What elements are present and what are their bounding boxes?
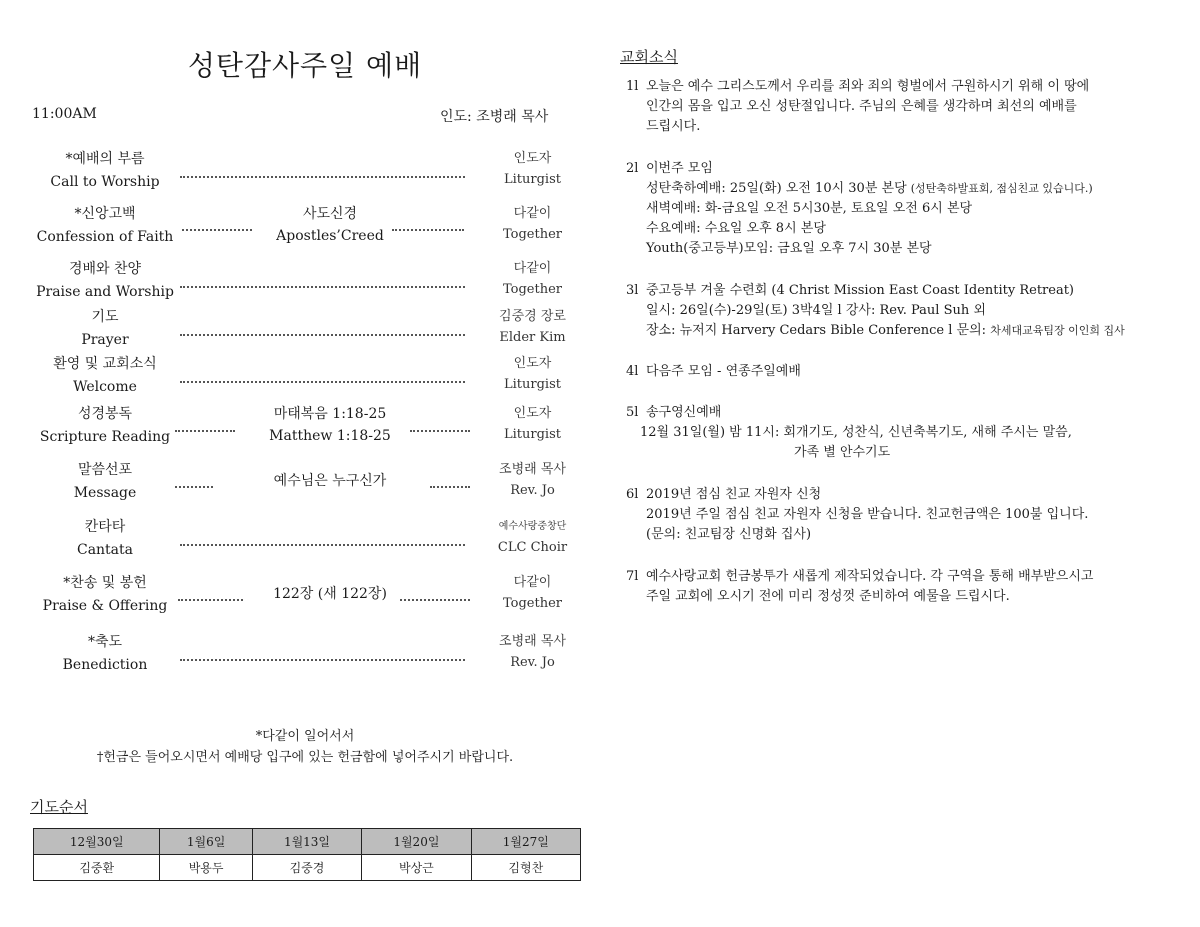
order-resp-ko: 인도자 (513, 356, 552, 371)
news-item-7 (626, 567, 1166, 607)
prayer-name: 박상근 (362, 855, 471, 881)
dotted-leader (180, 659, 465, 661)
order-item-ko: *축도 (87, 634, 123, 650)
news-line: 이번주 모임 (646, 161, 713, 176)
dotted-leader (392, 229, 464, 231)
order-item-ko: *신앙고백 (74, 206, 136, 222)
news-sub-note: 차세대교육팀장 이인희 집사 (990, 324, 1125, 337)
order-mid-ko: 122장 (새 122장) (273, 586, 387, 602)
news-item-5 (626, 403, 1166, 463)
order-resp-en: Liturgist (504, 427, 561, 442)
order-item-en: Call to Worship (50, 174, 160, 190)
news-number: 3l (626, 283, 639, 298)
news-item-6 (626, 485, 1166, 545)
worship-notes (0, 726, 610, 768)
news-line: 주일 교회에 오시기 전에 미리 정성껏 준비하여 예물을 드립시다. (646, 589, 1010, 604)
stand-note: *다같이 일어서서 (255, 729, 355, 744)
news-number: 6l (626, 487, 639, 502)
prayer-name: 김형찬 (471, 855, 580, 881)
service-time: 11:00AM (32, 106, 97, 122)
order-mid-en: Apostles’Creed (276, 228, 384, 244)
order-resp-ko: 조병래 목사 (499, 462, 566, 477)
prayer-date: 12월30일 (34, 829, 160, 855)
news-sub-text: 성탄축하예배: 25일(화) 오전 10시 30분 본당 (646, 181, 907, 196)
news-sub-line: 새벽예배: 화-금요일 오전 5시30분, 토요일 오전 6시 본당 (646, 201, 973, 216)
order-resp-en: Liturgist (504, 377, 561, 392)
order-resp-en: Elder Kim (499, 330, 566, 345)
news-item-3 (626, 281, 1166, 341)
news-item-4 (626, 362, 1166, 382)
news-sub-line: 일시: 26일(수)-29일(토) 3박4일 l 강사: Rev. Paul Suh 외 (646, 303, 986, 318)
news-line: 오늘은 예수 그리스도께서 우리를 죄와 죄의 형벌에서 구원하시기 위해 이 땅에 (646, 79, 1090, 94)
order-resp-ko: 조병래 목사 (499, 634, 566, 649)
worship-title: 성탄감사주일 예배 (187, 49, 423, 82)
order-resp-en: Together (502, 227, 562, 242)
news-line: 송구영신예배 (646, 405, 722, 420)
order-resp-ko: 다같이 (513, 206, 552, 221)
dotted-leader (430, 486, 470, 488)
order-mid-ko: 마태복음 1:18-25 (273, 406, 387, 422)
news-sub-line: (문의: 친교팀장 신명화 집사) (646, 527, 812, 542)
news-sub-note: (성탄축하발표회, 점심친교 있습니다.) (910, 182, 1093, 195)
order-item-ko: 기도 (91, 309, 119, 325)
order-resp-en: Liturgist (504, 172, 561, 187)
order-item-ko: *찬송 및 봉헌 (63, 575, 147, 591)
order-resp-ko: 다같이 (513, 575, 552, 590)
prayer-name-row (34, 855, 581, 881)
order-resp-en: Together (502, 596, 562, 611)
order-resp-en: CLC Choir (497, 540, 568, 555)
news-number: 7l (626, 569, 639, 584)
prayer-order-title: 기도순서 (30, 798, 88, 816)
prayer-name: 김중경 (252, 855, 361, 881)
order-item-en: Message (73, 485, 137, 501)
prayer-date: 1월20일 (362, 829, 471, 855)
order-item-ko: 말씀선포 (77, 462, 133, 478)
order-resp-ko: 인도자 (513, 151, 552, 166)
prayer-date: 1월6일 (160, 829, 252, 855)
order-item-en: Cantata (76, 542, 134, 558)
church-news-title: 교회소식 (620, 48, 678, 66)
news-sub-line: Youth(중고등부)모임: 금요일 오후 7시 30분 본당 (646, 241, 932, 256)
news-number: 4l (626, 364, 639, 379)
news-number: 2l (626, 161, 639, 176)
news-line: 중고등부 겨울 수련회 (4 Christ Mission East Coast Identity Retreat) (646, 283, 1074, 298)
news-line: 2019년 점심 친교 자원자 신청 (646, 487, 822, 502)
order-item-en: Praise and Worship (36, 284, 174, 300)
dotted-leader (180, 334, 465, 336)
order-resp-en: Together (502, 282, 562, 297)
order-mid-ko: 예수님은 누구신가 (273, 473, 387, 489)
prayer-date-row (34, 829, 581, 855)
news-line: 다음주 모임 - 연종주일예배 (646, 364, 801, 379)
news-number: 5l (626, 405, 639, 420)
news-sub-line: 가족 별 안수기도 (794, 445, 891, 460)
dotted-leader (180, 544, 465, 546)
order-item-en: Scripture Reading (39, 429, 171, 445)
order-mid-en: Matthew 1:18-25 (269, 428, 391, 444)
news-item-2 (626, 159, 1166, 259)
order-resp-ko: 김중경 장로 (499, 309, 566, 324)
order-mid-ko: 사도신경 (302, 206, 358, 222)
prayer-date: 1월13일 (252, 829, 361, 855)
order-item-ko: *예배의 부름 (65, 151, 145, 167)
order-item-ko: 성경봉독 (77, 406, 133, 422)
news-sub-line: 12월 31일(월) 밤 11시: 회개기도, 성찬식, 신년축복기도, 새해 주시는 말씀, (640, 425, 1072, 440)
dotted-leader (180, 381, 465, 383)
order-resp-ko: 인도자 (513, 406, 552, 421)
news-number: 1l (626, 79, 639, 94)
order-resp-ko: 다같이 (513, 261, 552, 276)
news-sub-line (626, 179, 1166, 199)
news-sub-line: 수요예배: 수요일 오후 8시 본당 (646, 221, 826, 236)
prayer-order-table (33, 828, 581, 881)
order-item-en: Praise & Offering (42, 598, 168, 614)
news-sub-line: 2019년 주일 점심 친교 자원자 신청을 받습니다. 친교헌금액은 100불 입니다. (646, 507, 1089, 522)
prayer-name: 박용두 (160, 855, 252, 881)
news-sub-text: 장소: 뉴저지 Harvery Cedars Bible Conference l 문의: (646, 323, 987, 338)
news-item-1 (626, 77, 1166, 137)
order-item-ko: 칸타타 (84, 519, 126, 535)
offering-note: †헌금은 들어오시면서 예배당 입구에 있는 헌금함에 넣어주시기 바랍니다. (96, 750, 514, 765)
order-item-en: Prayer (81, 332, 129, 348)
order-item-en: Welcome (73, 379, 137, 395)
order-item-ko: 경배와 찬양 (68, 261, 142, 277)
order-item-en: Benediction (62, 657, 148, 673)
prayer-date: 1월27일 (471, 829, 580, 855)
news-sub-line (626, 321, 1166, 341)
order-resp-ko: 예수사랑중창단 (498, 521, 567, 532)
dotted-leader (410, 430, 470, 432)
service-leader: 인도: 조병래 목사 (440, 109, 549, 125)
prayer-name: 김중환 (34, 855, 160, 881)
order-resp-en: Rev. Jo (510, 483, 555, 498)
order-item-en: Confession of Faith (36, 229, 174, 245)
dotted-leader (180, 286, 465, 288)
news-line: 드립시다. (646, 119, 701, 134)
news-line: 예수사랑교회 헌금봉투가 새롭게 제작되었습니다. 각 구역을 통해 배부받으시고 (646, 569, 1094, 584)
order-item-ko: 환영 및 교회소식 (53, 356, 157, 372)
news-line: 인간의 몸을 입고 오신 성탄절입니다. 주님의 은혜를 생각하며 최선의 예배를 (646, 99, 1077, 114)
dotted-leader (180, 176, 465, 178)
order-resp-en: Rev. Jo (510, 655, 555, 670)
dotted-leader (400, 599, 470, 601)
